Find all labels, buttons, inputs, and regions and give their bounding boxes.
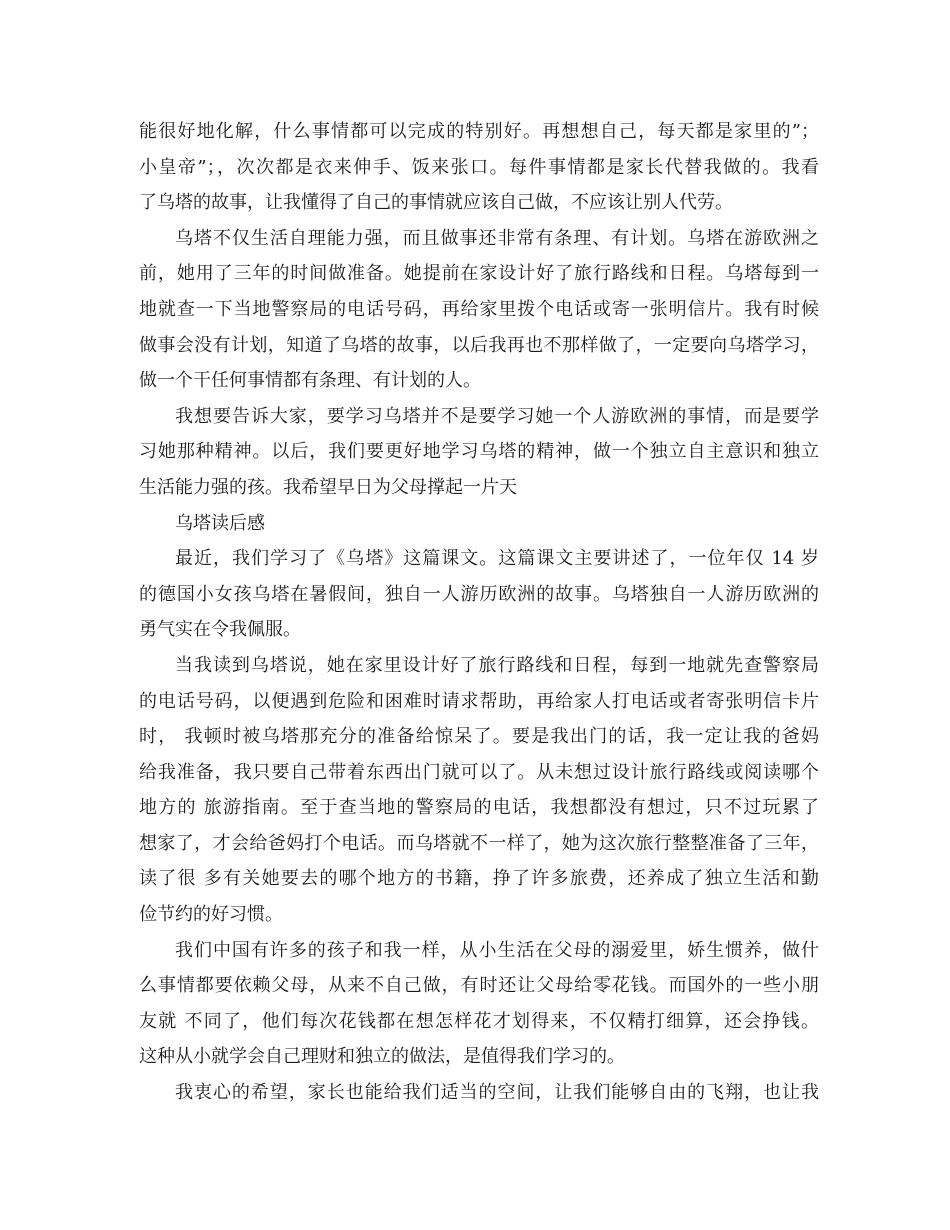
- text-line: 乌塔读后感: [175, 512, 265, 534]
- text-line: 生活能力强的孩。我希望早日为父母撑起一片天: [139, 476, 517, 498]
- text-line: 俭节约的好习惯。: [139, 904, 283, 926]
- text-line: 能很好地化解，什么事情都可以完成的特别好。再想想自己，每天都是家里的”；: [139, 121, 819, 142]
- text-line: 我们中国有许多的孩子和我一样，从小生活在父母的溺爱里，娇生惯养，做什: [175, 939, 819, 961]
- text-line: 前，她用了三年的时间做准备。她提前在家设计好了旅行路线和日程。乌塔每到一: [139, 263, 819, 285]
- text-line: 乌塔不仅生活自理能力强，而且做事还非常有条理、有计划。乌塔在游欧洲之: [175, 227, 819, 249]
- text-line: 么事情都要依赖父母，从来不自己做，有时还让父母给零花钱。而国外的一些小朋: [139, 975, 819, 997]
- text-line: 习她那种精神。以后，我们要更好地学习乌塔的精神，做一个独立自主意识和独立: [139, 441, 819, 463]
- text-line: 勇气实在令我佩服。: [139, 619, 301, 641]
- text-line: 的德国小女孩乌塔在暑假间，独自一人游历欧洲的故事。乌塔独自一人游历欧洲的: [139, 583, 819, 605]
- text-line: 读了很 多有关她要去的哪个地方的书籍，挣了许多旅费，还养成了独立生活和勤: [139, 868, 819, 890]
- text-line: 地方的 旅游指南。至于查当地的警察局的电话，我想都没有想过，只不过玩累了: [139, 797, 819, 819]
- body-text: [139, 114, 819, 1111]
- text-line: 想家了，才会给爸妈打个电话。而乌塔就不一样了，她为这次旅行整整准备了三年，: [139, 832, 819, 854]
- text-line: 我想要告诉大家，要学习乌塔并不是要学习她一个人游欧洲的事情，而是要学: [175, 405, 819, 427]
- text-line: 这种从小就学会自己理财和独立的做法，是值得我们学习的。: [139, 1046, 625, 1068]
- text-line: 给我准备，我只要自己带着东西出门就可以了。从未想过设计旅行路线或阅读哪个: [139, 761, 819, 783]
- text-line: 小皇帝”；，次次都是衣来伸手、饭来张口。每件事情都是家长代替我做的。我看: [139, 156, 819, 178]
- text-line: 了乌塔的故事，让我懂得了自己的事情就应该自己做，不应该让别人代劳。: [139, 192, 733, 214]
- text-line: 我衷心的希望，家长也能给我们适当的空间，让我们能够自由的飞翔，也让我: [175, 1082, 819, 1104]
- text-line: 友就 不同了，他们每次花钱都在想怎样花才划得来，不仅精打细算，还会挣钱。: [139, 1010, 819, 1032]
- text-line: 地就查一下当地警察局的电话号码，再给家里拨个电话或寄一张明信片。我有时候: [139, 298, 819, 320]
- text-line: 做事会没有计划，知道了乌塔的故事，以后我再也不那样做了，一定要向乌塔学习，: [139, 334, 819, 356]
- text-line: 的电话号码，以便遇到危险和困难时请求帮助，再给家人打电话或者寄张明信卡片: [139, 690, 819, 712]
- text-line: 当我读到乌塔说，她在家里设计好了旅行路线和日程，每到一地就先查警察局: [175, 654, 819, 676]
- text-line: 时， 我顿时被乌塔那充分的准备给惊呆了。要是我出门的话，我一定让我的爸妈: [139, 726, 819, 748]
- text-line: 最近，我们学习了《乌塔》这篇课文。这篇课文主要讲述了，一位年仅 14 岁: [175, 548, 819, 570]
- text-line: 做一个干任何事情都有条理、有计划的人。: [139, 370, 481, 392]
